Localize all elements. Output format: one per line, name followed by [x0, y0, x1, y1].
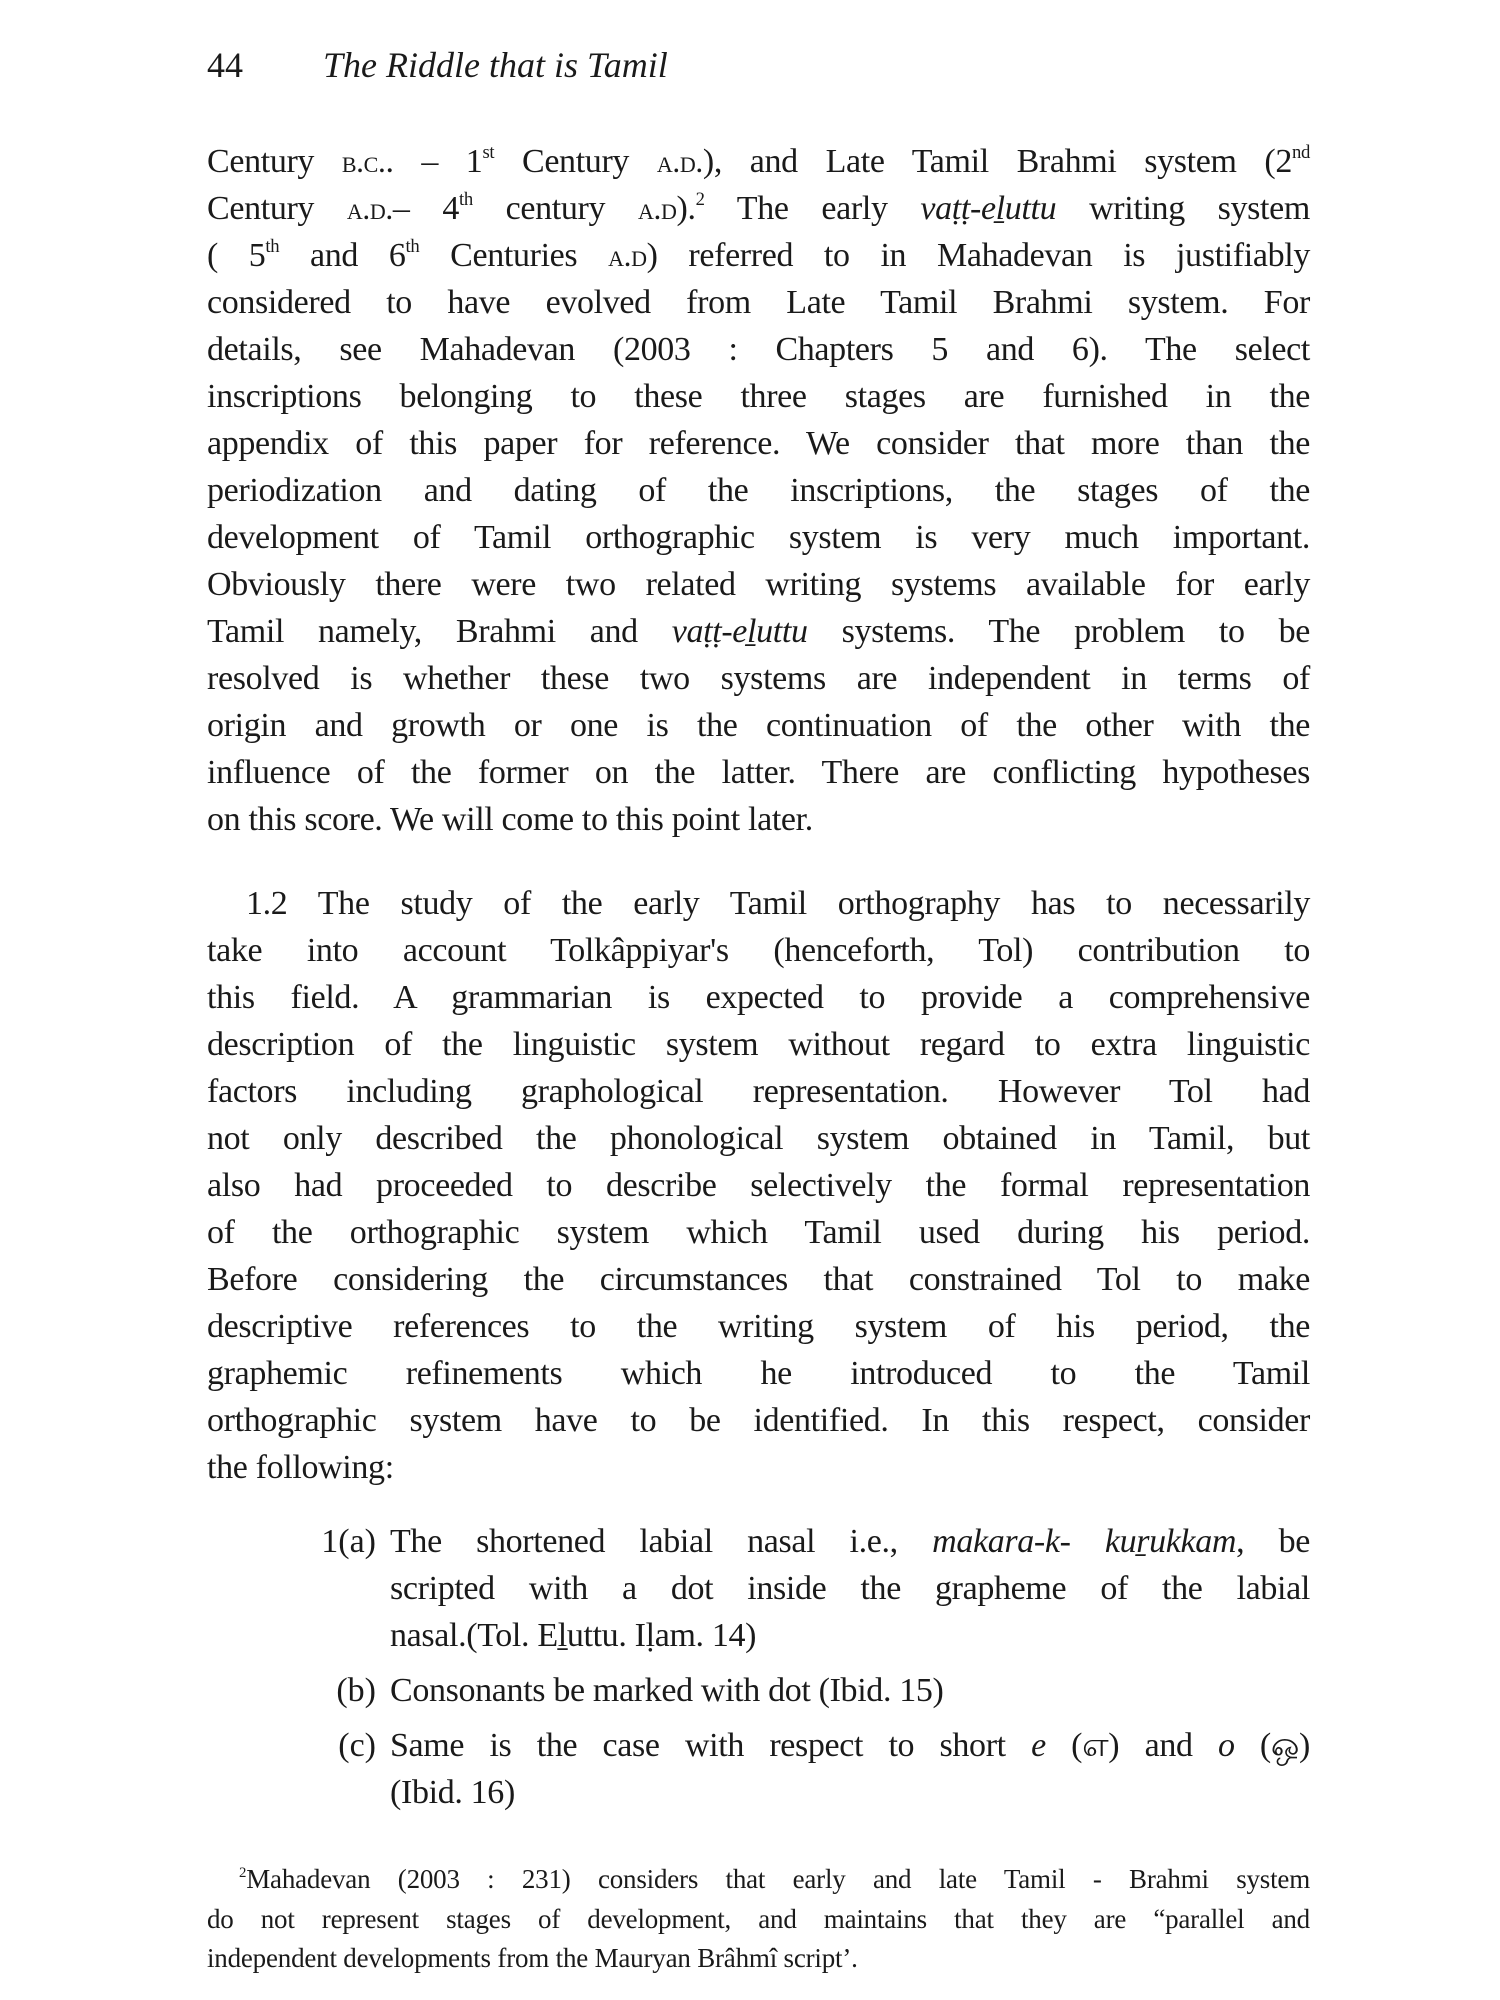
text-line	[207, 467, 1310, 514]
text-line	[207, 974, 1310, 1021]
superscript: nd	[1291, 141, 1310, 163]
text-line	[207, 561, 1310, 608]
text-run: Century	[207, 190, 347, 227]
text-run: Centuries	[419, 237, 609, 274]
text-line	[207, 1397, 1310, 1444]
text-run: ).	[676, 190, 696, 227]
text-run: , be	[1236, 1523, 1310, 1560]
text-run: Century	[207, 143, 342, 180]
text-run: Century	[494, 143, 657, 180]
text-run: and 6	[279, 237, 406, 274]
text-run: resolved is whether these two systems are independent in terms of	[207, 660, 1310, 697]
paragraph-continued	[207, 138, 1310, 843]
text-run: details, see Mahadevan (2003 : Chapters 5 and 6). The select	[207, 331, 1310, 368]
text-line	[207, 1115, 1310, 1162]
text-run: (Ibid. 16)	[390, 1774, 515, 1811]
text-line	[207, 796, 1310, 843]
text-line	[207, 1256, 1310, 1303]
list-item-text	[390, 1518, 1310, 1659]
text-line	[207, 1303, 1310, 1350]
text-run: of the orthographic system which Tamil used during his period.	[207, 1214, 1310, 1251]
text-run: periodization and dating of the inscriptions, the stages of the	[207, 472, 1310, 509]
text-line	[390, 1565, 1310, 1612]
list-item	[295, 1518, 1310, 1659]
text-run: not only described the phonological system obtained in Tamil, but	[207, 1120, 1310, 1157]
superscript: 2	[239, 1864, 247, 1881]
text-run: Same is the case with respect to short	[390, 1727, 1032, 1764]
text-run: independent developments from the Mauryan Brâhmî script’.	[207, 1943, 858, 1973]
small-caps-text: b.c.	[341, 144, 386, 179]
superscript: st	[482, 141, 495, 163]
text-run: scripted with a dot inside the grapheme of the labial	[390, 1570, 1310, 1607]
text-run: The early	[704, 190, 921, 227]
running-title: The Riddle that is Tamil	[323, 45, 668, 85]
text-line	[207, 185, 1310, 232]
text-run: orthographic system have to be identified. In this respect, consider	[207, 1402, 1310, 1439]
text-run: graphemic refinements which he introduced to the Tamil	[207, 1355, 1310, 1392]
text-run: Before considering the circumstances that constrained Tol to make	[207, 1261, 1310, 1298]
superscript: th	[405, 235, 420, 257]
italic-term: vaṭṭ-eḻuttu	[920, 190, 1057, 227]
list-item-label: 1(a)	[321, 1523, 376, 1560]
superscript: 2	[695, 188, 705, 210]
text-run: factors including graphological representation. However Tol had	[207, 1073, 1310, 1110]
text-run: this field. A grammarian is expected to provide a comprehensive	[207, 979, 1310, 1016]
text-line	[207, 279, 1310, 326]
text-line	[207, 1021, 1310, 1068]
text-line	[207, 420, 1310, 467]
text-line	[207, 326, 1310, 373]
text-run: Obviously there were two related writing systems available for early	[207, 566, 1310, 603]
text-run: systems. The problem to be	[807, 613, 1310, 650]
text-run: considered to have evolved from Late Tamil Brahmi system. For	[207, 284, 1310, 321]
text-line	[207, 702, 1310, 749]
text-line	[207, 1900, 1310, 1940]
small-caps-text: a.d.	[346, 191, 393, 226]
small-caps-text: a.d.	[656, 144, 703, 179]
text-run: the following:	[207, 1449, 394, 1486]
text-run: appendix of this paper for reference. We consider that more than the	[207, 425, 1310, 462]
italic-term: e	[1031, 1727, 1046, 1764]
text-run: origin and growth or one is the continuation of the other with the	[207, 707, 1310, 744]
text-run: writing system	[1056, 190, 1310, 227]
text-run: The shortened labial nasal i.e.,	[390, 1523, 933, 1560]
text-run: – 4	[392, 190, 459, 227]
italic-term: vaṭṭ-eḻuttu	[671, 613, 808, 650]
text-run: century	[472, 190, 638, 227]
text-line	[207, 1162, 1310, 1209]
text-run: nasal.(Tol. Eḻuttu. Iḷam. 14)	[390, 1617, 757, 1654]
text-run: (ஒ)	[1234, 1727, 1310, 1764]
text-run: on this score. We will come to this point later.	[207, 801, 813, 838]
list-item-label: (c)	[338, 1727, 376, 1764]
text-line	[207, 373, 1310, 420]
text-run: 1.2 The study of the early Tamil orthography has to necessarily	[246, 885, 1310, 922]
list-item-text	[390, 1667, 1310, 1714]
numbered-list	[295, 1518, 1310, 1816]
paragraph-1-2	[207, 880, 1310, 1491]
text-line	[207, 1068, 1310, 1115]
text-run: Mahadevan (2003 : 231) considers that early and late Tamil - Brahmi system	[246, 1864, 1310, 1894]
superscript: th	[459, 188, 473, 210]
text-line	[390, 1722, 1310, 1769]
italic-term: makara-k- kuṟukkam	[932, 1523, 1237, 1560]
list-item-text	[390, 1722, 1310, 1816]
text-line	[390, 1518, 1310, 1565]
text-run: ) referred to in Mahadevan is justifiably	[646, 237, 1310, 274]
text-line	[207, 138, 1310, 185]
text-run: . – 1	[385, 143, 483, 180]
text-line	[390, 1769, 1310, 1816]
italic-term: o	[1217, 1727, 1235, 1764]
text-line	[207, 608, 1310, 655]
list-item	[295, 1722, 1310, 1816]
text-run: do not represent stages of development, and maintains that they are “parallel and	[207, 1903, 1310, 1934]
text-line	[207, 1209, 1310, 1256]
footnote	[207, 1860, 1310, 1979]
text-line	[207, 514, 1310, 561]
small-caps-text: a.d	[637, 191, 677, 226]
text-line	[207, 1939, 1310, 1979]
text-run: ( 5	[207, 237, 266, 274]
list-item-label: (b)	[336, 1672, 376, 1709]
superscript: th	[265, 235, 280, 257]
text-line	[207, 1860, 1310, 1900]
text-line	[390, 1612, 1310, 1659]
text-run: development of Tamil orthographic system is very much important.	[207, 519, 1310, 556]
text-run: influence of the former on the latter. There are conflicting hypotheses	[207, 754, 1310, 791]
text-run: ), and Late Tamil Brahmi system (2	[702, 143, 1292, 180]
text-line	[390, 1667, 1310, 1714]
text-run: also had proceeded to describe selectively the formal representation	[207, 1167, 1310, 1204]
small-caps-text: a.d	[608, 238, 647, 273]
list-item	[295, 1667, 1310, 1714]
text-line	[207, 927, 1310, 974]
page-number: 44	[207, 45, 243, 85]
text-line	[207, 232, 1310, 279]
text-run: Tamil namely, Brahmi and	[207, 613, 672, 650]
text-run: descriptive references to the writing system of his period, the	[207, 1308, 1310, 1345]
text-line	[207, 749, 1310, 796]
text-run: description of the linguistic system without regard to extra linguistic	[207, 1026, 1310, 1063]
text-run: (எ) and	[1045, 1727, 1218, 1764]
text-line	[207, 655, 1310, 702]
text-run: Consonants be marked with dot (Ibid. 15)	[390, 1672, 944, 1709]
text-run: take into account Tolkâppiyar's (henceforth, Tol) contribution to	[207, 932, 1310, 969]
running-header	[207, 42, 668, 88]
text-run: inscriptions belonging to these three stages are furnished in the	[207, 378, 1310, 415]
text-line	[207, 1350, 1310, 1397]
text-line	[207, 1444, 1310, 1491]
text-line	[207, 880, 1310, 927]
